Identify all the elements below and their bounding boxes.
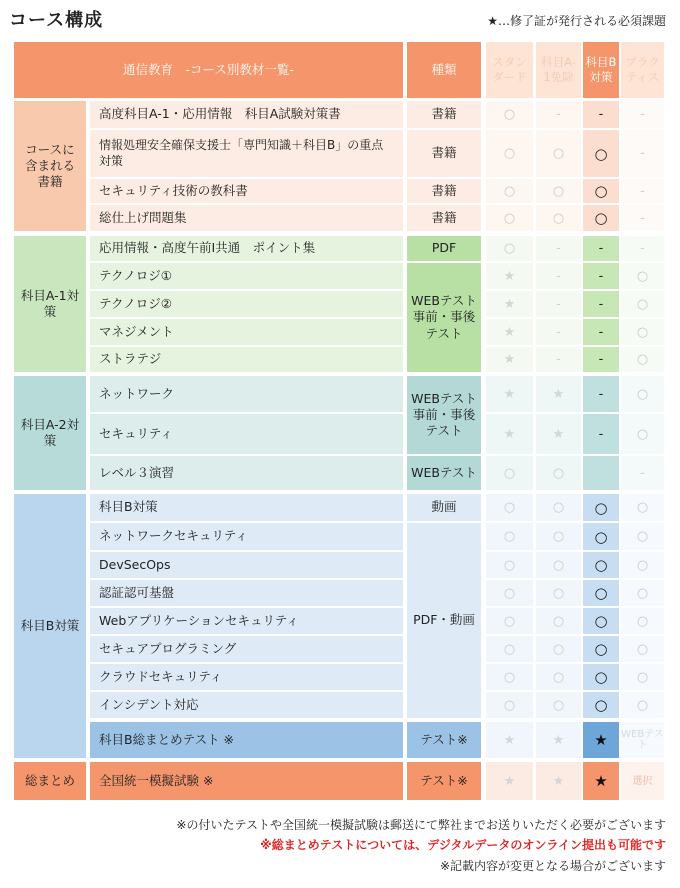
course-mark-cell: [536, 263, 581, 289]
circle-mark-faint-icon: ○: [552, 210, 565, 226]
course-mark-cell: [621, 523, 664, 550]
course-mark-cell: [486, 101, 533, 128]
circle-mark-faint-icon: ○: [636, 641, 649, 657]
circle-mark-faint-icon: ○: [636, 697, 649, 713]
course-mark-cell: [536, 179, 581, 203]
circle-mark-faint-icon: ○: [636, 529, 649, 544]
circle-mark-faint-icon: ○: [636, 426, 649, 442]
star-mark-faint-icon: ★: [503, 324, 516, 340]
material-name: 認証認可基盤: [90, 580, 403, 606]
material-name: マネジメント: [90, 319, 403, 345]
course-mark-cell: [536, 722, 581, 758]
course-mark-cell: [486, 692, 533, 718]
circle-mark-faint-icon: ○: [503, 641, 516, 657]
circle-mark-faint-icon: ○: [503, 557, 516, 573]
dash-mark: -: [640, 465, 645, 481]
course-mark-cell: [621, 130, 664, 177]
header-course-2: 科目A-1免除: [536, 42, 581, 98]
circle-mark-faint-icon: ○: [503, 183, 516, 199]
material-name: Webアプリケーションセキュリティ: [90, 608, 403, 634]
material-type: WEBテスト 事前・事後 テスト: [407, 263, 481, 372]
circle-mark-faint-icon: ○: [503, 465, 516, 481]
course-mark-cell: [486, 494, 533, 521]
course-mark-cell: [621, 762, 664, 800]
course-mark-cell: [536, 608, 581, 634]
course-mark-cell: [486, 664, 533, 690]
dash-mark: -: [598, 352, 604, 367]
material-type: 書籍: [407, 130, 481, 177]
course-mark-cell: [583, 580, 619, 606]
star-mark-icon: ★: [594, 772, 608, 790]
material-name: 科目B総まとめテスト ※: [90, 722, 403, 758]
circle-mark-icon: ○: [594, 640, 608, 658]
material-name: セキュアプログラミング: [90, 636, 403, 662]
course-mark-cell: [486, 347, 533, 372]
material-name: 情報処理安全確保支援士「専門知識＋科目B」の重点対策: [90, 130, 403, 177]
material-type: PDF・動画: [407, 523, 481, 718]
material-name: テクノロジ②: [90, 291, 403, 317]
dash-mark: -: [598, 426, 604, 442]
circle-mark-faint-icon: ○: [552, 500, 565, 515]
material-name: 高度科目A-1・応用情報 科目A試験対策書: [90, 101, 403, 128]
course-mark-cell: [621, 608, 664, 634]
course-mark-cell: [583, 552, 619, 578]
circle-mark-icon: ○: [594, 182, 608, 200]
course-mark-cell: [536, 692, 581, 718]
course-mark-cell: [486, 376, 533, 412]
course-mark-cell: [621, 263, 664, 289]
dash-mark: -: [640, 210, 645, 226]
material-type: 書籍: [407, 101, 481, 128]
course-mark-cell: [486, 552, 533, 578]
course-mark-cell: [536, 664, 581, 690]
course-mark-cell: [486, 263, 533, 289]
course-mark-cell: [621, 101, 664, 128]
course-mark-cell: [536, 376, 581, 412]
dash-mark: -: [598, 324, 604, 340]
course-mark-cell: [583, 205, 619, 231]
circle-mark-faint-icon: ○: [503, 107, 516, 122]
dash-mark: -: [556, 241, 561, 256]
circle-mark-faint-icon: ○: [636, 352, 649, 367]
circle-mark-icon: ○: [594, 527, 608, 546]
circle-mark-faint-icon: ○: [636, 557, 649, 573]
course-mark-cell: [621, 179, 664, 203]
course-mark-cell: [536, 236, 581, 261]
header-course-1: スタンダード: [486, 42, 533, 98]
circle-mark-faint-icon: ○: [636, 613, 649, 629]
star-mark-faint-icon: ★: [503, 773, 516, 789]
course-mark-cell: [486, 762, 533, 800]
course-mark-cell: [583, 608, 619, 634]
star-mark-faint-icon: ★: [552, 732, 565, 748]
circle-mark-faint-icon: ○: [503, 613, 516, 629]
star-mark-faint-icon: ★: [503, 296, 516, 312]
course-mark-cell: [621, 376, 664, 412]
course-mark-cell: [621, 636, 664, 662]
course-mark-cell: [621, 236, 664, 261]
course-mark-cell: [486, 414, 533, 454]
course-mark-cell: [536, 523, 581, 550]
dash-mark: -: [556, 296, 561, 312]
header-type: 種類: [407, 42, 481, 98]
material-name: レベル３演習: [90, 456, 403, 490]
material-name: クラウドセキュリティ: [90, 664, 403, 690]
course-mark-cell: [583, 130, 619, 177]
course-mark-cell: [536, 130, 581, 177]
course-mark-cell: [486, 291, 533, 317]
material-name: 科目B対策: [90, 494, 403, 521]
course-mark-cell: [583, 692, 619, 718]
star-mark-faint-icon: ★: [503, 352, 516, 367]
material-name: ネットワーク: [90, 376, 403, 412]
material-name: DevSecOps: [90, 552, 403, 578]
course-mark-cell: [621, 456, 664, 490]
group-label: 科目B対策: [14, 494, 86, 758]
course-mark-cell: [583, 319, 619, 345]
circle-mark-faint-icon: ○: [636, 268, 649, 284]
dash-mark: -: [598, 296, 604, 312]
course-mark-cell: [583, 291, 619, 317]
circle-mark-faint-icon: ○: [503, 529, 516, 544]
course-mark-cell: [536, 319, 581, 345]
circle-mark-faint-icon: ○: [552, 465, 565, 481]
circle-mark-faint-icon: ○: [552, 183, 565, 199]
material-name: 総仕上げ問題集: [90, 205, 403, 231]
dash-mark: -: [556, 352, 561, 367]
group-label: 科目A-1対策: [14, 236, 86, 372]
circle-mark-faint-icon: ○: [552, 585, 565, 601]
circle-mark-icon: ○: [594, 696, 608, 714]
course-mark-cell: [621, 664, 664, 690]
header-course-3: 科目B対策: [583, 42, 619, 98]
circle-mark-icon: ○: [594, 584, 608, 602]
material-name: 応用情報・高度午前Ⅰ共通 ポイント集: [90, 236, 403, 261]
dash-mark: -: [640, 241, 645, 256]
material-type: WEBテスト: [407, 456, 481, 490]
course-mark-cell: [583, 722, 619, 758]
material-type: 書籍: [407, 179, 481, 203]
star-mark-faint-icon: ★: [552, 773, 565, 789]
group-label: 総まとめ: [14, 762, 86, 800]
dash-mark: -: [556, 107, 561, 122]
circle-mark-faint-icon: ○: [552, 697, 565, 713]
star-mark-faint-icon: ★: [503, 268, 516, 284]
course-mark-cell: [536, 101, 581, 128]
circle-mark-faint-icon: ○: [503, 500, 516, 515]
material-type: テスト※: [407, 722, 481, 758]
course-mark-cell: [583, 762, 619, 800]
dash-mark: -: [556, 268, 561, 284]
course-mark-cell: [536, 580, 581, 606]
footnote: ※記載内容が変更となる場合がございます: [439, 859, 666, 873]
course-mark-cell: [583, 101, 619, 128]
course-mark-cell: [536, 291, 581, 317]
star-mark-faint-icon: ★: [503, 426, 516, 442]
dash-mark: -: [598, 241, 604, 256]
circle-mark-faint-icon: ○: [636, 386, 649, 402]
circle-mark-faint-icon: ○: [552, 146, 565, 161]
course-mark-cell: [536, 762, 581, 800]
course-mark-cell: [583, 347, 619, 372]
material-name: セキュリティ: [90, 414, 403, 454]
material-name: ネットワークセキュリティ: [90, 523, 403, 550]
course-mark-cell: [486, 130, 533, 177]
course-mark-cell: [486, 205, 533, 231]
course-mark-cell: [621, 580, 664, 606]
page-title: コース構成: [9, 10, 104, 31]
course-mark-cell: [621, 319, 664, 345]
circle-mark-icon: ○: [594, 209, 608, 227]
circle-mark-faint-icon: ○: [636, 669, 649, 685]
course-mark-cell: [536, 552, 581, 578]
dash-mark: -: [640, 107, 645, 122]
circle-mark-faint-icon: ○: [552, 641, 565, 657]
course-mark-cell: [621, 205, 664, 231]
dash-mark: -: [640, 183, 645, 199]
footnote: ※総まとめテストについては、デジタルデータのオンライン提出も可能です: [260, 838, 666, 852]
circle-mark-faint-icon: ○: [503, 210, 516, 226]
course-mark-cell: [583, 414, 619, 454]
course-mark-cell: [486, 523, 533, 550]
circle-mark-faint-icon: ○: [552, 613, 565, 629]
course-mark-cell: [536, 414, 581, 454]
course-mark-cell: [583, 236, 619, 261]
star-mark-faint-icon: ★: [552, 426, 565, 442]
footnote: ※の付いたテストや全国統一模擬試験は郵送にて弊社までお送りいただく必要がございます: [176, 818, 666, 832]
circle-mark-faint-icon: ○: [552, 557, 565, 573]
course-mark-cell: [583, 494, 619, 521]
star-mark-faint-icon: ★: [552, 386, 565, 402]
material-type: テスト※: [407, 762, 481, 800]
circle-mark-faint-icon: ○: [503, 241, 516, 256]
circle-mark-faint-icon: ○: [503, 146, 516, 161]
material-name: 全国統一模擬試験 ※: [90, 762, 403, 800]
course-mark-cell: [583, 263, 619, 289]
mark-text: WEBテスト: [621, 729, 664, 751]
circle-mark-faint-icon: ○: [552, 529, 565, 544]
course-mark-cell: [621, 347, 664, 372]
star-mark-faint-icon: ★: [503, 386, 516, 402]
course-mark-cell: [486, 580, 533, 606]
dash-mark: -: [598, 268, 604, 284]
material-name: インシデント対応: [90, 692, 403, 718]
course-mark-cell: [621, 722, 664, 758]
legend-note: ★…修了証が発行される必須課題: [487, 14, 666, 28]
course-mark-cell: [536, 636, 581, 662]
circle-mark-icon: ○: [594, 612, 608, 630]
circle-mark-faint-icon: ○: [636, 500, 649, 515]
dash-mark: -: [598, 107, 604, 122]
material-type: 書籍: [407, 205, 481, 231]
course-mark-cell: [583, 636, 619, 662]
dash-mark: -: [598, 386, 604, 402]
course-mark-cell: [486, 236, 533, 261]
star-mark-faint-icon: ★: [503, 732, 516, 748]
circle-mark-faint-icon: ○: [636, 324, 649, 340]
group-label: 科目A-2対策: [14, 376, 86, 490]
course-mark-cell: [583, 523, 619, 550]
material-type: PDF: [407, 236, 481, 261]
course-mark-cell: [621, 414, 664, 454]
course-mark-cell: [583, 376, 619, 412]
course-mark-cell: [536, 347, 581, 372]
course-mark-cell: [583, 456, 619, 490]
course-mark-cell: [621, 552, 664, 578]
header-main: 通信教育 -コース別教材一覧-: [14, 42, 403, 98]
circle-mark-faint-icon: ○: [636, 296, 649, 312]
course-mark-cell: [486, 608, 533, 634]
circle-mark-faint-icon: ○: [503, 697, 516, 713]
course-mark-cell: [486, 636, 533, 662]
circle-mark-icon: ○: [594, 144, 608, 163]
circle-mark-faint-icon: ○: [503, 669, 516, 685]
course-mark-cell: [536, 494, 581, 521]
course-mark-cell: [486, 456, 533, 490]
course-mark-cell: [621, 494, 664, 521]
group-label: コースに含まれる書籍: [14, 101, 86, 231]
circle-mark-faint-icon: ○: [503, 585, 516, 601]
header-course-4: プラクティス: [621, 42, 664, 98]
course-mark-cell: [486, 722, 533, 758]
circle-mark-icon: ○: [594, 668, 608, 686]
course-mark-cell: [536, 205, 581, 231]
star-mark-icon: ★: [594, 731, 608, 749]
course-mark-cell: [621, 692, 664, 718]
course-mark-cell: [536, 456, 581, 490]
circle-mark-faint-icon: ○: [636, 585, 649, 601]
course-mark-cell: [583, 179, 619, 203]
course-mark-cell: [583, 664, 619, 690]
material-type: WEBテスト 事前・事後 テスト: [407, 376, 481, 454]
circle-mark-icon: ○: [594, 498, 608, 517]
course-mark-cell: [621, 291, 664, 317]
material-name: セキュリティ技術の教科書: [90, 179, 403, 203]
course-mark-cell: [486, 319, 533, 345]
material-type: 動画: [407, 494, 481, 521]
course-mark-cell: [486, 179, 533, 203]
dash-mark: -: [556, 324, 561, 340]
mark-text: 選択: [632, 775, 653, 787]
material-name: テクノロジ①: [90, 263, 403, 289]
circle-mark-icon: ○: [594, 556, 608, 574]
material-name: ストラテジ: [90, 347, 403, 372]
dash-mark: -: [640, 146, 645, 161]
circle-mark-faint-icon: ○: [552, 669, 565, 685]
